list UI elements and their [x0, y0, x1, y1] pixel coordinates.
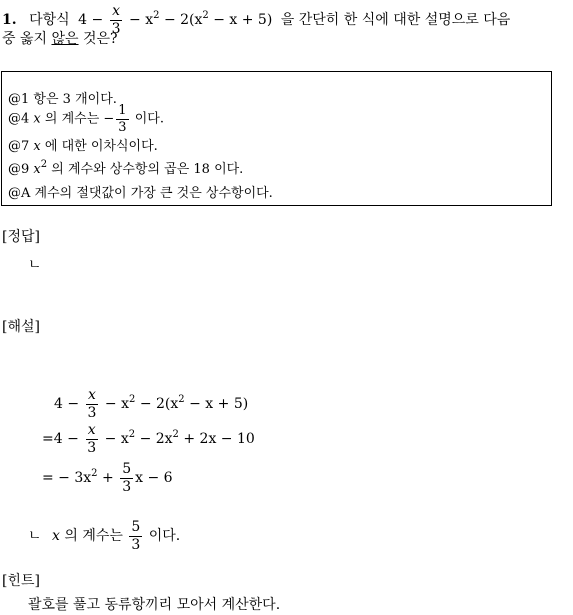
option-2-text-b: 이다.: [134, 111, 164, 127]
conclusion-var: x: [51, 528, 60, 545]
option-3-text: 에 대한 이차식이다.: [44, 139, 158, 154]
explanation-conclusion: [28, 520, 180, 552]
conclusion-text-a: 의 계수는: [64, 528, 123, 545]
question-expr-c-sup: 2: [202, 10, 209, 22]
exp1-frac-num: x: [88, 387, 96, 403]
option-5[interactable]: [8, 182, 273, 201]
question-text-pre: 다항식: [29, 12, 70, 29]
question-underlined-word: 않은: [51, 31, 79, 47]
exp1-b: − x: [104, 396, 129, 413]
option-4-label: @9: [8, 162, 30, 177]
question-line2-post: 것은?: [83, 31, 118, 47]
question-expr-b: − x: [129, 12, 154, 29]
exp2-b-sup: 2: [128, 429, 136, 441]
question-line2-pre: 중 옳지: [2, 31, 48, 47]
question-expr-b-sup: 2: [153, 10, 160, 22]
option-2-var: x: [33, 111, 41, 127]
exp1-c: − 2(x: [139, 396, 179, 413]
option-2-label: @4: [8, 111, 30, 127]
answer-value: ㄴ: [28, 257, 42, 273]
explanation-line-1: [54, 388, 248, 420]
exp3-eq: = − 3x: [42, 470, 92, 487]
exp3-frac-num: 5: [122, 461, 132, 477]
conclusion-frac-num: 5: [131, 519, 141, 535]
question-frac-num: x: [112, 3, 121, 19]
exp1-fraction: [86, 388, 99, 420]
explanation-line-2: [42, 423, 255, 455]
question-text-post: 을 간단히 한 식에 대한 설명으로 다음: [280, 12, 511, 29]
conclusion-frac-den: 3: [131, 536, 141, 553]
options-box: [1, 71, 552, 206]
question-expr-c: − 2(x: [163, 12, 203, 29]
question-number: 1.: [2, 12, 17, 29]
option-2-fraction: [116, 104, 128, 134]
exp3-fraction: [120, 462, 133, 494]
exp2-eq: =4 −: [42, 431, 79, 448]
exp2-frac-num: x: [87, 422, 96, 438]
exp2-c-sup: 2: [172, 429, 179, 441]
hint-heading: [힌트]: [2, 573, 40, 589]
exp3-plus: +: [102, 470, 114, 487]
option-2[interactable]: [8, 104, 164, 134]
conclusion-label: ㄴ: [28, 528, 42, 545]
option-4-text: 의 계수와 상수항의 곱은 18 이다.: [51, 162, 244, 177]
conclusion-text-b: 이다.: [148, 528, 181, 545]
exp2-c: − 2x: [139, 431, 173, 448]
option-2-text-a: 의 계수는 −: [44, 111, 115, 127]
option-3-label: @7: [8, 139, 30, 154]
exp3-rest: x − 6: [135, 470, 173, 487]
option-2-frac-num: 1: [118, 103, 127, 118]
option-4-sup: 2: [40, 159, 48, 170]
exp1-b-sup: 2: [129, 394, 136, 406]
exp2-d: + 2x − 10: [183, 431, 255, 448]
exp2-fraction: [85, 423, 98, 455]
exp1-d: − x + 5): [189, 396, 249, 413]
question-line-2: [2, 32, 118, 46]
answer-heading: [정답]: [2, 229, 40, 245]
option-3[interactable]: [8, 135, 158, 154]
option-5-label: @A: [8, 186, 31, 201]
option-4[interactable]: [8, 158, 243, 177]
option-5-text: 계수의 절댓값이 가장 큰 것은 상수항이다.: [34, 186, 273, 201]
exp2-b: − x: [104, 431, 129, 448]
hint-text: 괄호를 풀고 동류항끼리 모아서 계산한다.: [28, 597, 281, 613]
conclusion-fraction: [129, 520, 142, 552]
explanation-line-3: [42, 462, 173, 494]
option-3-var: x: [33, 139, 41, 154]
question-frac-den: 3: [111, 20, 121, 37]
exp2-frac-den: 3: [87, 439, 97, 456]
exp1-c-sup: 2: [178, 394, 185, 406]
question-expr-a: 4 −: [78, 12, 104, 29]
option-4-var: x: [33, 162, 41, 177]
question-expr-d: − x + 5): [213, 12, 273, 29]
option-1-text: 항은 3 개이다.: [33, 92, 117, 107]
exp1-frac-den: 3: [87, 404, 97, 421]
exp3-frac-den: 3: [122, 478, 132, 495]
option-2-frac-den: 3: [118, 119, 127, 135]
exp1-a: 4 −: [54, 396, 80, 413]
exp3-sup: 2: [91, 468, 98, 480]
explanation-heading: [해설]: [2, 319, 40, 335]
option-1-label: @1: [8, 92, 30, 107]
